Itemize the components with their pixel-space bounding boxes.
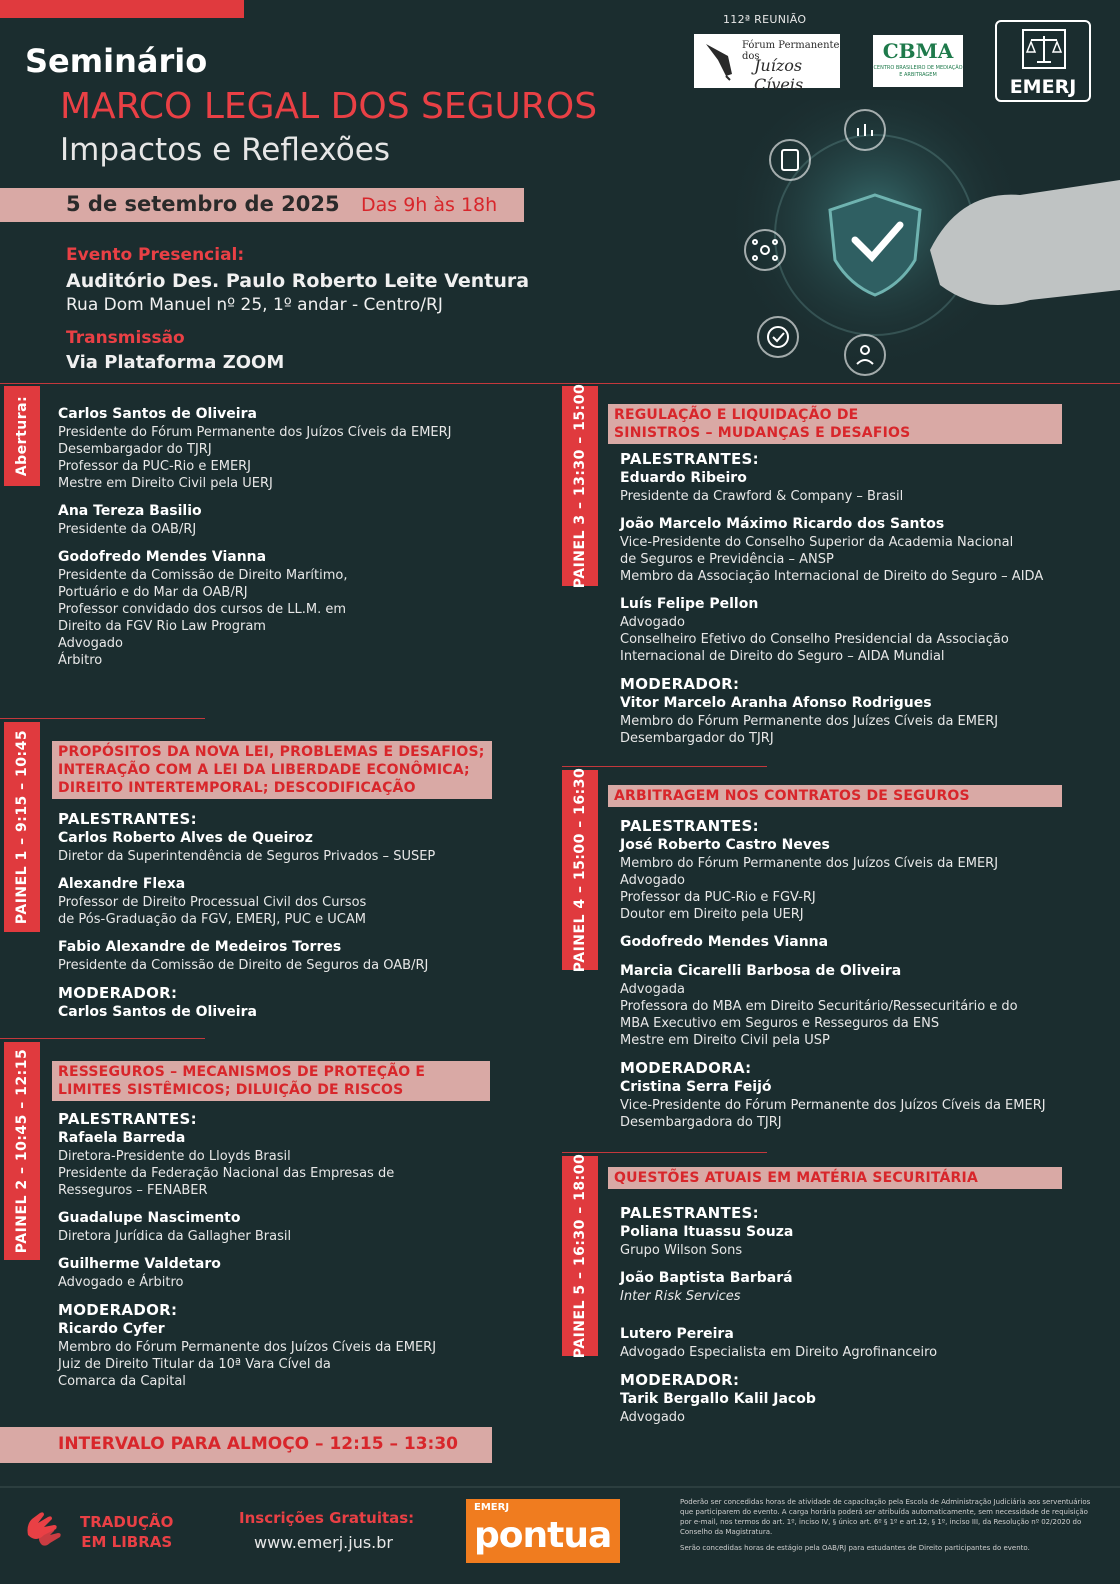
seminar-label: Seminário bbox=[25, 42, 208, 80]
speaker-role: Diretora Jurídica da Gallagher Brasil bbox=[58, 1229, 292, 1244]
speaker-role: Vice-Presidente do Conselho Superior da Academia Nacional bbox=[620, 535, 1014, 550]
painel2-theme bbox=[52, 1061, 490, 1101]
speaker-role: MBA Executivo em Seguros e Resseguros da ENS bbox=[620, 1016, 940, 1031]
theme-line: LIMITES SISTÊMICOS; DILUIÇÃO DE RISCOS bbox=[58, 1082, 404, 1098]
speaker-role: Conselheiro Efetivo do Conselho Presidencial da Associação bbox=[620, 632, 1009, 647]
speaker-role: Professor convidado dos cursos de LL.M. em bbox=[58, 602, 346, 617]
divider bbox=[0, 383, 1120, 384]
theme-line: INTERAÇÃO COM A LEI DA LIBERDADE ECONÔMICA; bbox=[58, 762, 470, 778]
moderator-label: MODERADOR: bbox=[620, 1371, 740, 1389]
moderator-name: Vitor Marcelo Aranha Afonso Rodrigues bbox=[620, 695, 932, 711]
page-subtitle: Impactos e Reflexões bbox=[60, 132, 390, 168]
cbma-logo-subtitle: CENTRO BRASILEIRO DE MEDIAÇÃO E ARBITRAGEM bbox=[873, 65, 963, 78]
painel4-theme bbox=[608, 785, 1062, 807]
painel2-section bbox=[58, 1110, 548, 1390]
disclaimer-text: Serão concedidas horas de estágio pela OAB/RJ para estudantes de Direito participantes do evento. bbox=[680, 1544, 1030, 1552]
abertura-section bbox=[58, 405, 548, 669]
event-type-label: Evento Presencial: bbox=[66, 245, 245, 265]
pontua-top-text: EMERJ bbox=[474, 1502, 510, 1513]
transmission-label: Transmissão bbox=[66, 328, 185, 348]
page-title: MARCO LEGAL DOS SEGUROS bbox=[60, 86, 598, 127]
painel3-theme bbox=[608, 404, 1062, 444]
disclaimer-text: Poderão ser concedidas horas de atividade de capacitação pela Escola de Administração Judiciária aos serventuários que participarem do evento. A carga horária poderá ser atribuída automaticamente, sem necessidade de requisição por e-mail, nos termos do art. 1º, inciso IV, § único art. 6º § 1º e art.12, § 1º, inciso III, da Resolução nº 02/2020 do Conselho da Magistratura. bbox=[680, 1498, 1091, 1536]
libras-line: TRADUÇÃO bbox=[80, 1513, 174, 1531]
speaker-role: Presidente da Comissão de Direito de Seguros da OAB/RJ bbox=[58, 958, 429, 973]
registration-link[interactable]: www.emerj.jus.br bbox=[254, 1533, 393, 1552]
painel2-tab: PAINEL 2 – 10:45 – 12:15 bbox=[4, 1042, 40, 1260]
painel5-theme bbox=[608, 1167, 1062, 1189]
speaker-role: Presidente do Fórum Permanente dos Juízos Cíveis da EMERJ bbox=[58, 425, 452, 440]
speaker-role: Árbitro bbox=[58, 653, 103, 668]
libras-label bbox=[80, 1512, 173, 1552]
speaker-role: Portuário e do Mar da OAB/RJ bbox=[58, 585, 248, 600]
speaker-role: Professor da PUC-Rio e FGV-RJ bbox=[620, 890, 816, 905]
speaker-name: José Roberto Castro Neves bbox=[620, 837, 830, 853]
moderator-role: Desembargador do TJRJ bbox=[620, 731, 774, 746]
speaker-role: Advogado bbox=[58, 636, 123, 651]
speaker-role: Direito da FGV Rio Law Program bbox=[58, 619, 266, 634]
speakers-label: PALESTRANTES: bbox=[620, 450, 759, 468]
speaker-role: Advogado e Árbitro bbox=[58, 1275, 184, 1290]
speaker-name: Eduardo Ribeiro bbox=[620, 470, 747, 486]
painel1-theme bbox=[52, 741, 492, 799]
speaker-role: Resseguros – FENABER bbox=[58, 1183, 208, 1198]
top-accent-bar bbox=[0, 0, 244, 18]
theme-line: RESSEGUROS – MECANISMOS DE PROTEÇÃO E bbox=[58, 1064, 426, 1080]
divider bbox=[0, 718, 205, 719]
painel5-tab: PAINEL 5 – 16:30 – 18:00 bbox=[562, 1156, 598, 1356]
painel5-section bbox=[620, 1204, 1110, 1426]
quill-pen-icon bbox=[702, 40, 736, 82]
speaker-role: Grupo Wilson Sons bbox=[620, 1243, 743, 1258]
theme-line: ARBITRAGEM NOS CONTRATOS DE SEGUROS bbox=[614, 788, 970, 804]
lunch-break-band: INTERVALO PARA ALMOÇO – 12:15 – 13:30 bbox=[0, 1427, 492, 1463]
moderator-role: Comarca da Capital bbox=[58, 1374, 186, 1389]
speaker-name: Fabio Alexandre de Medeiros Torres bbox=[58, 939, 342, 955]
speaker-role: Doutor em Direito pela UERJ bbox=[620, 907, 804, 922]
theme-line: SINISTROS – MUDANÇAS E DESAFIOS bbox=[614, 425, 911, 441]
painel4-tab: PAINEL 4 – 15:00 – 16:30 bbox=[562, 770, 598, 970]
moderator-role: Desembargadora do TJRJ bbox=[620, 1115, 782, 1130]
footer-divider bbox=[0, 1486, 1120, 1488]
speaker-name: Carlos Santos de Oliveira bbox=[58, 406, 257, 422]
divider bbox=[0, 1038, 205, 1039]
speaker-role: Internacional de Direito do Seguro – AIDA Mundial bbox=[620, 649, 945, 664]
moderator-role: Advogado bbox=[620, 1410, 685, 1425]
speaker-role: Presidente da Federação Nacional das Empresas de bbox=[58, 1166, 395, 1181]
speaker-name: Carlos Roberto Alves de Queiroz bbox=[58, 830, 313, 846]
divider bbox=[562, 766, 767, 767]
forum-logo-line1: Fórum Permanente dos bbox=[742, 40, 840, 62]
emerj-logo-text: EMERJ bbox=[1009, 76, 1077, 98]
cbma-logo-text: CBMA bbox=[882, 39, 954, 63]
divider bbox=[562, 1152, 767, 1153]
theme-line: PROPÓSITOS DA NOVA LEI, PROBLEMAS E DESAFIOS; bbox=[58, 744, 485, 760]
disclaimer bbox=[680, 1497, 1100, 1553]
moderator-name: Ricardo Cyfer bbox=[58, 1321, 165, 1337]
speaker-name: Guilherme Valdetaro bbox=[58, 1256, 221, 1272]
speaker-name: João Marcelo Máximo Ricardo dos Santos bbox=[620, 516, 945, 532]
speaker-role: Membro do Fórum Permanente dos Juízos Cíveis da EMERJ bbox=[620, 856, 999, 871]
cbma-logo bbox=[873, 35, 963, 87]
speaker-role: Advogado Especialista em Direito Agrofinanceiro bbox=[620, 1345, 938, 1360]
speaker-role: Professor da PUC-Rio e EMERJ bbox=[58, 459, 252, 474]
moderator-role: Membro do Fórum Permanente dos Juízos Cíveis da EMERJ bbox=[58, 1340, 437, 1355]
speakers-label: PALESTRANTES: bbox=[620, 1204, 759, 1222]
speakers-label: PALESTRANTES: bbox=[58, 1110, 197, 1128]
event-time: Das 9h às 18h bbox=[361, 194, 498, 216]
speaker-name: João Baptista Barbará bbox=[620, 1270, 793, 1286]
speaker-name: Lutero Pereira bbox=[620, 1326, 734, 1342]
painel1-section bbox=[58, 810, 548, 1022]
moderator-role: Vice-Presidente do Fórum Permanente dos Juízos Cíveis da EMERJ bbox=[620, 1098, 1046, 1113]
event-date: 5 de setembro de 2025 bbox=[66, 192, 340, 216]
speaker-role: de Pós-Graduação da FGV, EMERJ, PUC e UCAM bbox=[58, 912, 366, 927]
speaker-name: Guadalupe Nascimento bbox=[58, 1210, 241, 1226]
speaker-role: Diretor da Superintendência de Seguros Privados – SUSEP bbox=[58, 849, 436, 864]
meeting-number: 112ª REUNIÃO bbox=[723, 13, 807, 26]
moderator-role: Juiz de Direito Titular da 10ª Vara Cível da bbox=[58, 1357, 331, 1372]
speaker-role: Advogado bbox=[620, 873, 685, 888]
theme-line: REGULAÇÃO E LIQUIDAÇÃO DE bbox=[614, 407, 859, 423]
forum-logo bbox=[694, 34, 840, 94]
painel1-tab: PAINEL 1 – 9:15 – 10:45 bbox=[4, 722, 40, 932]
painel3-tab: PAINEL 3 – 13:30 – 15:00 bbox=[562, 386, 598, 586]
speaker-role: Presidente da Comissão de Direito Marítimo, bbox=[58, 568, 348, 583]
speaker-name: Poliana Ituassu Souza bbox=[620, 1224, 794, 1240]
pontua-text: pontua bbox=[474, 1515, 612, 1556]
libras-line: EM LIBRAS bbox=[81, 1533, 173, 1551]
speakers-label: PALESTRANTES: bbox=[58, 810, 197, 828]
moderator-name: Tarik Bergallo Kalil Jacob bbox=[620, 1391, 816, 1407]
speakers-label: PALESTRANTES: bbox=[620, 817, 759, 835]
speaker-name: Alexandre Flexa bbox=[58, 876, 186, 892]
speaker-name: Marcia Cicarelli Barbosa de Oliveira bbox=[620, 963, 902, 979]
speaker-role: Desembargador do TJRJ bbox=[58, 442, 212, 457]
speaker-role: Presidente da OAB/RJ bbox=[58, 522, 197, 537]
moderator-name: Carlos Santos de Oliveira bbox=[58, 1004, 257, 1020]
moderator-role: Membro do Fórum Permanente dos Juízes Cíveis da EMERJ bbox=[620, 714, 999, 729]
speaker-name: Godofredo Mendes Vianna bbox=[620, 934, 829, 950]
emerj-pontua-logo bbox=[466, 1499, 620, 1563]
registration-label: Inscrições Gratuitas: bbox=[239, 1509, 415, 1527]
speaker-role: Membro da Associação Internacional de Direito do Seguro – AIDA bbox=[620, 569, 1044, 584]
moderator-label: MODERADOR: bbox=[58, 1301, 178, 1319]
theme-line: QUESTÕES ATUAIS EM MATÉRIA SECURITÁRIA bbox=[614, 1170, 978, 1186]
scales-of-justice-icon bbox=[1021, 28, 1067, 70]
speaker-name: Luís Felipe Pellon bbox=[620, 596, 759, 612]
moderator-label: MODERADOR: bbox=[620, 675, 740, 693]
speaker-role: Inter Risk Services bbox=[620, 1289, 741, 1304]
abertura-tab: Abertura: bbox=[4, 386, 40, 486]
speaker-role: Professor de Direito Processual Civil dos Cursos bbox=[58, 895, 367, 910]
moderator-label: MODERADORA: bbox=[620, 1059, 752, 1077]
moderator-name: Cristina Serra Feijó bbox=[620, 1079, 772, 1095]
speaker-name: Rafaela Barreda bbox=[58, 1130, 186, 1146]
painel3-section bbox=[620, 450, 1110, 747]
speaker-role: Professora do MBA em Direito Securitário/Ressecuritário e do bbox=[620, 999, 1018, 1014]
event-address: Rua Dom Manuel nº 25, 1º andar - Centro/RJ bbox=[66, 295, 443, 315]
speaker-role: Mestre em Direito Civil pela USP bbox=[620, 1033, 830, 1048]
speaker-role: Mestre em Direito Civil pela UERJ bbox=[58, 476, 273, 491]
speaker-role: Advogado bbox=[620, 615, 685, 630]
theme-line: DIREITO INTERTEMPORAL; DESCODIFICAÇÃO bbox=[58, 780, 416, 796]
sign-language-icon bbox=[22, 1505, 66, 1549]
speaker-name: Ana Tereza Basilio bbox=[58, 503, 202, 519]
painel4-section bbox=[620, 817, 1110, 1131]
speaker-role: de Seguros e Previdência – ANSP bbox=[620, 552, 834, 567]
emerj-logo bbox=[995, 20, 1091, 102]
speaker-name: Godofredo Mendes Vianna bbox=[58, 549, 267, 565]
transmission-platform: Via Plataforma ZOOM bbox=[66, 352, 285, 373]
hand-shield-illustration bbox=[700, 100, 1120, 400]
moderator-label: MODERADOR: bbox=[58, 984, 178, 1002]
forum-logo-line2: Juízos Cíveis bbox=[754, 56, 804, 94]
speaker-role: Advogada bbox=[620, 982, 685, 997]
event-venue: Auditório Des. Paulo Roberto Leite Ventura bbox=[66, 270, 530, 292]
speaker-role: Presidente da Crawford & Company – Brasil bbox=[620, 489, 904, 504]
speaker-role: Diretora-Presidente do Lloyds Brasil bbox=[58, 1149, 291, 1164]
